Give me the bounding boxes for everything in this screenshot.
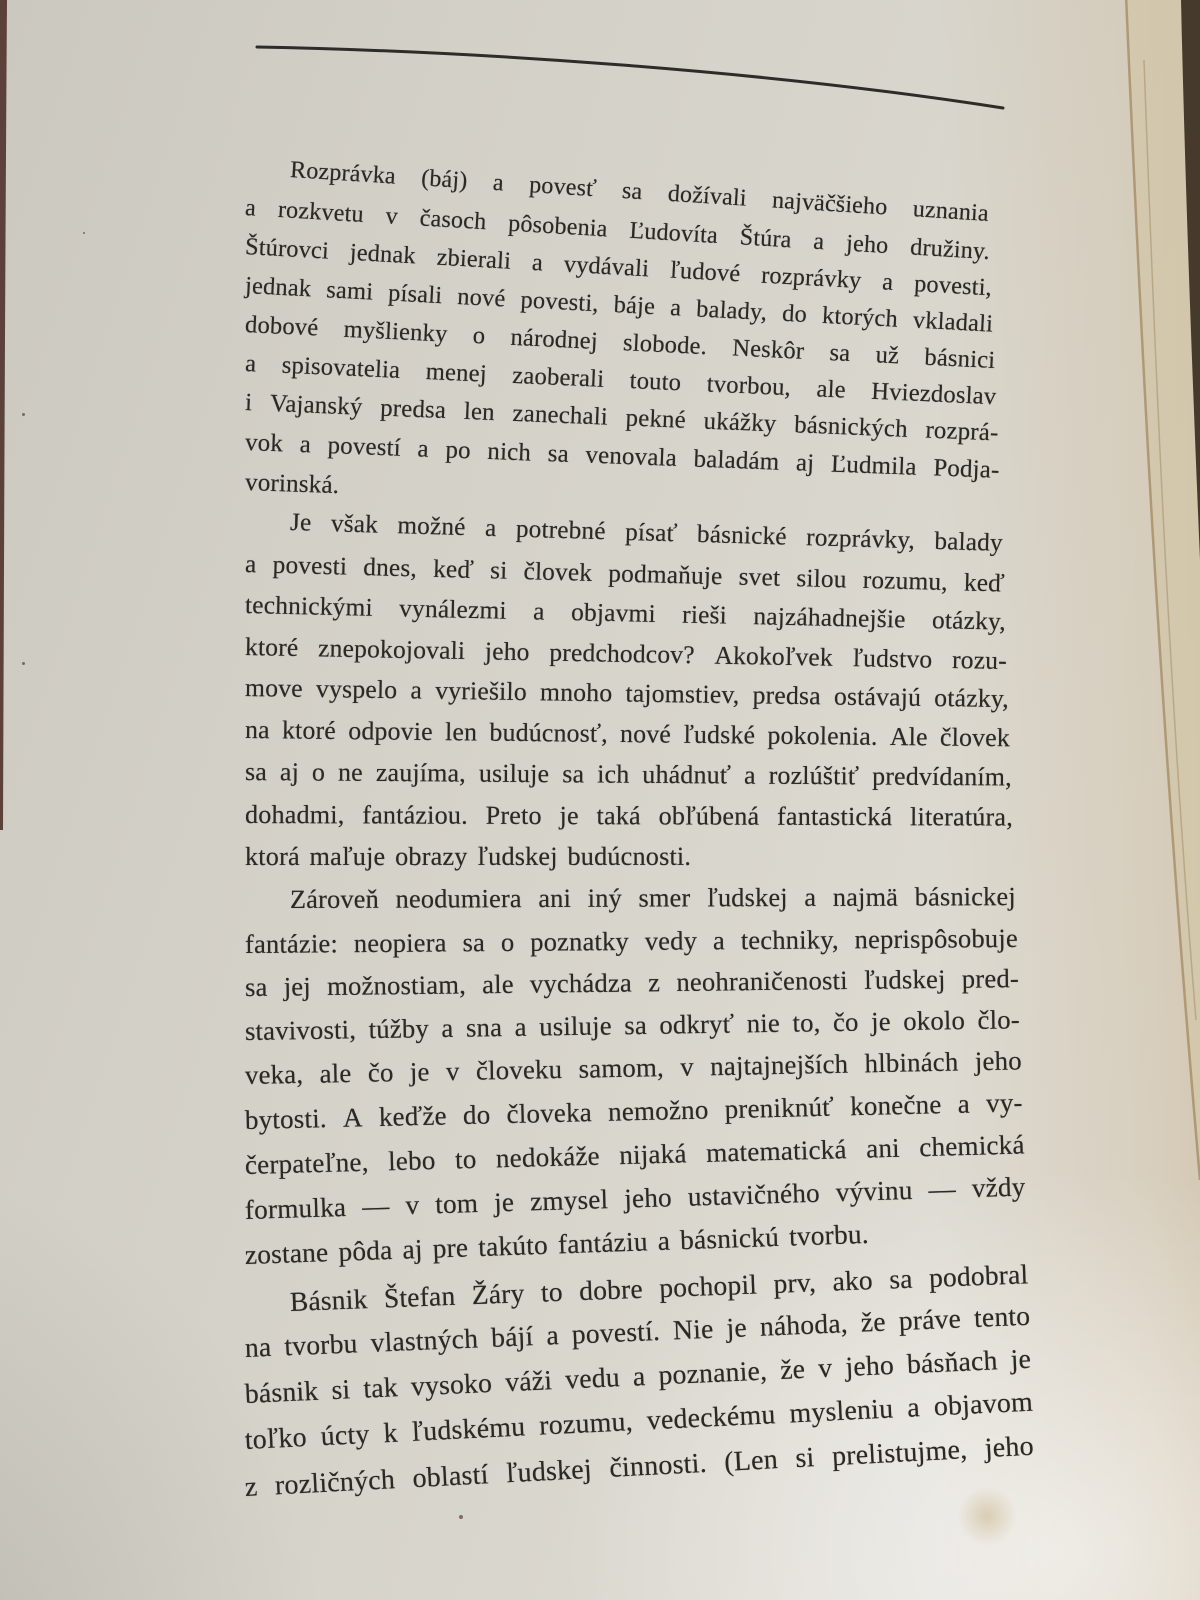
text-line: veka, ale čo je v človeku samom, v najtajnejších hlbinách jeho <box>244 1045 1023 1091</box>
text-line: technickými vynálezmi a objavmi rieši najzáhadnejšie otázky, <box>244 590 1007 636</box>
text-line: a spisovatelia menej zaoberali touto tvorbou, ale Hviezdoslav <box>244 349 997 411</box>
text-line: a povesti dnes, keď si človek podmaňuje svet silou rozumu, keď <box>244 549 1006 598</box>
text-line: sa aj o ne zaujíma, usiluje sa ich uhádnuť a rozlúštiť predvídaním, <box>244 757 1012 792</box>
text-line: čerpateľne, lebo to nedokáže nijaká matematická ani chemická <box>244 1129 1026 1180</box>
text-line: a rozkvetu v časoch pôsobenia Ľudovíta Štúra a jeho družiny. <box>244 195 991 266</box>
text-line: jednak sami písali nové povesti, báje a balady, do ktorých vkladali <box>244 271 994 338</box>
text-line: zostane pôda aj pre takúto fantáziu a básnickú tvorbu. <box>244 1219 870 1271</box>
text-line: fantázie: neopiera sa o poznatky vedy a techniky, neprispôsobuje <box>244 922 1018 959</box>
text-line: Štúrovci jednak zbierali a vydávali ľudové rozprávky a povesti, <box>244 233 993 302</box>
text-line: Je však možné a potrebné písať básnické rozprávky, balady <box>289 509 1004 558</box>
text-line: formulka — v tom je zmysel jeho ustavičného vývinu — vždy <box>244 1171 1026 1225</box>
text-line: sa jej možnostiam, ale vychádza z neohraničenosti ľudskej pred- <box>244 963 1020 1003</box>
text-line: ktoré znepokojovali jeho predchodcov? Akokoľvek ľudstvo rozu- <box>244 631 1008 675</box>
text-line: dohadmi, fantáziou. Preto je taká obľúbená fantastická literatúra, <box>244 799 1014 832</box>
text-line: toľko úcty k ľudskému rozumu, vedeckému mysleniu a objavom <box>244 1386 1034 1456</box>
text-line: move vyspelo a vyriešilo mnoho tajomstiev, predsa ostávajú otázky, <box>244 673 1010 714</box>
text-line: dobové myšlienky o národnej slobode. Neskôr sa už básnici <box>244 310 996 374</box>
text-line: na tvorbu vlastných bájí a povestí. Nie je náhoda, že práve tento <box>244 1299 1031 1363</box>
text-line: básnik si tak vysoko váži vedu a poznanie, že v jeho básňach je <box>244 1342 1032 1410</box>
text-line: Básnik Štefan Žáry to dobre pochopil prv, ako sa podobral <box>289 1258 1029 1317</box>
text-line: bytosti. A keďže do človeka nemožno preniknúť konečne a vy- <box>244 1087 1023 1135</box>
text-line: vorinská. <box>244 468 340 500</box>
text-line: i Vajanský predsa len zanechali pekné ukážky básnických rozprá- <box>244 389 999 447</box>
text-line: Zároveň neodumiera ani iný smer ľudskej a najmä básnickej <box>289 882 1016 915</box>
text-line: stavivosti, túžby a sna a usiluje sa odkryť nie to, čo je okolo člo- <box>244 1004 1021 1047</box>
text-line: na ktoré odpovie len budúcnosť, nové ľudské pokolenia. Ale človek <box>244 715 1011 753</box>
text-line: vok a povestí a po nich sa venovala baladám aj Ľudmila Podja- <box>244 428 1000 484</box>
text-line: z rozličných oblastí ľudskej činnosti. (Len si prelistujme, jeho <box>243 1430 1035 1503</box>
text-line: Rozprávka (báj) a povesť sa dožívali najväčšieho uznania <box>289 157 990 228</box>
text-line: ktorá maľuje obrazy ľudskej budúcnosti. <box>244 842 692 872</box>
